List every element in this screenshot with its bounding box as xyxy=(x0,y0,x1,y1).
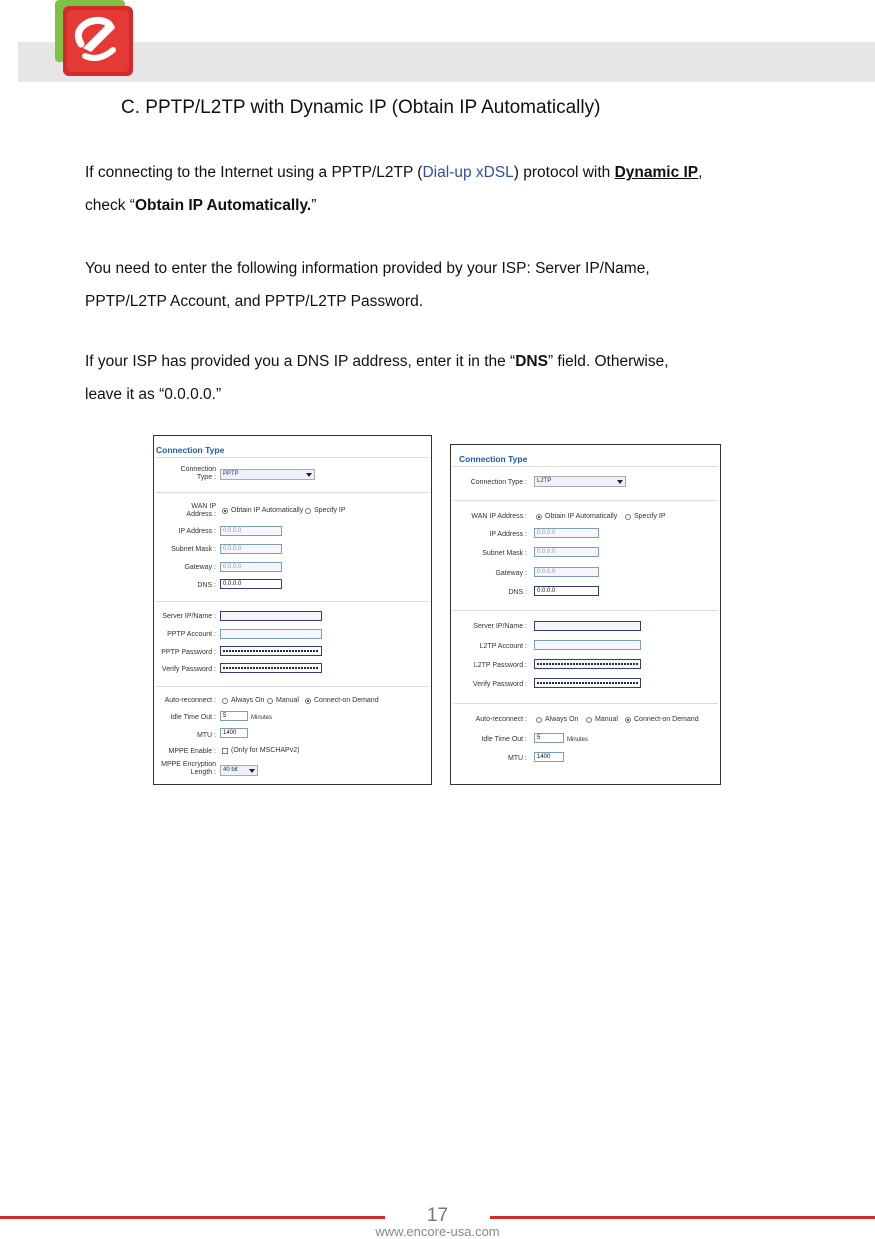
paragraph-isp-info: You need to enter the following information provided by your ISP: Server IP/Name, PPTP/L2TP Account, and PPTP/L2TP Password. xyxy=(85,260,650,310)
mtu-label: MTU : xyxy=(507,755,527,762)
specify-ip-radio[interactable]: Specify IP xyxy=(625,513,666,520)
idle-timeout-input[interactable]: 5 xyxy=(534,733,564,743)
ip-address-label: IP Address : xyxy=(178,528,216,535)
paragraph-dns: If your ISP has provided you a DNS IP address, enter it in the “DNS” field. Otherwise, leave it as “0.0.0.0.” xyxy=(85,353,669,403)
mppe-enable-label: MPPE Enable : xyxy=(168,748,216,755)
idle-timeout-unit: Minutes xyxy=(251,715,273,721)
pptp-account-label: PPTP Account : xyxy=(167,631,216,638)
mtu-input[interactable]: 1400 xyxy=(534,752,564,762)
server-ip-label: Server IP/Name : xyxy=(162,613,216,620)
subnet-mask-input[interactable]: 0.0.0.0 xyxy=(534,547,599,557)
subnet-mask-label: Subnet Mask : xyxy=(482,550,527,557)
connection-type-label: Connection Type : xyxy=(470,479,527,486)
connection-type-label: Connection Type : xyxy=(180,466,216,481)
idle-timeout-label: Idle Time Out : xyxy=(481,736,527,743)
gateway-label: Gateway : xyxy=(495,570,527,577)
dynamic-ip-term: Dynamic IP xyxy=(614,164,699,181)
verify-password-label: Verify Password : xyxy=(472,681,527,688)
connect-on-demand-radio[interactable]: Connect-on Demand xyxy=(625,716,699,723)
paragraph-dynamic-ip: If connecting to the Internet using a PPTP/L2TP (Dial-up xDSL) protocol with Dynamic IP, check “Obtain IP Automatically.” xyxy=(85,164,703,214)
subnet-mask-input[interactable]: 0.0.0.0 xyxy=(220,544,282,554)
pptp-password-label: PPTP Password : xyxy=(161,649,216,656)
dns-label: DNS : xyxy=(508,589,527,596)
encore-logo xyxy=(55,0,133,78)
idle-timeout-label: Idle Time Out : xyxy=(170,714,216,721)
l2tp-connection-panel xyxy=(450,444,721,785)
mtu-input[interactable]: 1400 xyxy=(220,728,248,738)
verify-password-label: Verify Password : xyxy=(161,666,216,673)
always-on-radio[interactable]: Always On xyxy=(222,697,264,704)
dns-input[interactable]: 0.0.0.0 xyxy=(534,586,599,596)
server-ip-input[interactable] xyxy=(220,611,322,621)
header-band xyxy=(18,42,875,82)
idle-timeout-input[interactable]: 5 xyxy=(220,711,248,721)
ip-address-label: IP Address : xyxy=(489,531,527,538)
verify-password-input[interactable] xyxy=(534,678,641,688)
gateway-input[interactable]: 0.0.0.0 xyxy=(534,567,599,577)
mppe-enable-checkbox[interactable]: (Only for MSCHAPv2) xyxy=(222,747,299,754)
connection-type-select[interactable]: PPTP xyxy=(220,469,315,480)
ip-address-input[interactable]: 0.0.0.0 xyxy=(534,528,599,538)
wan-ip-label: WAN IP Address : xyxy=(186,503,216,518)
l2tp-password-label: L2TP Password : xyxy=(473,662,527,669)
l2tp-account-label: L2TP Account : xyxy=(479,643,527,650)
auto-reconnect-label: Auto-reconnect : xyxy=(475,716,527,723)
chevron-down-icon xyxy=(249,769,255,773)
page-number: 17 xyxy=(426,1205,449,1226)
obtain-ip-auto-radio[interactable]: Obtain IP Automatically xyxy=(536,513,617,520)
mppe-encryption-label: MPPE Encryption Length : xyxy=(161,761,216,776)
chevron-down-icon xyxy=(617,480,623,484)
panel-title: Connection Type xyxy=(459,454,528,464)
verify-password-input[interactable] xyxy=(220,663,322,673)
specify-ip-radio[interactable]: Specify IP xyxy=(305,507,346,514)
server-ip-label: Server IP/Name : xyxy=(473,623,527,630)
website-url[interactable]: www.encore-usa.com xyxy=(375,1224,500,1239)
mtu-label: MTU : xyxy=(196,732,216,739)
manual-radio[interactable]: Manual xyxy=(267,697,299,704)
dns-input[interactable]: 0.0.0.0 xyxy=(220,579,282,589)
subnet-mask-label: Subnet Mask : xyxy=(171,546,216,553)
auto-reconnect-label: Auto-reconnect : xyxy=(164,697,216,704)
pptp-connection-panel xyxy=(153,435,432,785)
panel-title: Connection Type xyxy=(156,445,225,455)
section-title: C. PPTP/L2TP with Dynamic IP (Obtain IP Automatically) xyxy=(121,97,601,118)
connect-on-demand-radio[interactable]: Connect-on Demand xyxy=(305,697,379,704)
wan-ip-label: WAN IP Address : xyxy=(471,513,527,520)
gateway-label: Gateway : xyxy=(184,564,216,571)
always-on-radio[interactable]: Always On xyxy=(536,716,578,723)
obtain-ip-auto-radio[interactable]: Obtain IP Automatically xyxy=(222,507,303,514)
l2tp-account-input[interactable] xyxy=(534,640,641,650)
dns-label: DNS : xyxy=(197,582,216,589)
idle-timeout-unit: Minutes xyxy=(567,737,589,743)
pptp-account-input[interactable] xyxy=(220,629,322,639)
mppe-encryption-select[interactable]: 40 bit xyxy=(220,765,258,776)
server-ip-input[interactable] xyxy=(534,621,641,631)
dial-up-xdsl-link[interactable]: Dial-up xDSL xyxy=(422,164,514,181)
pptp-password-input[interactable] xyxy=(220,646,322,656)
connection-type-select[interactable]: L2TP xyxy=(534,476,626,487)
manual-radio[interactable]: Manual xyxy=(586,716,618,723)
l2tp-password-input[interactable] xyxy=(534,659,641,669)
ip-address-input[interactable]: 0.0.0.0 xyxy=(220,526,282,536)
gateway-input[interactable]: 0.0.0.0 xyxy=(220,562,282,572)
chevron-down-icon xyxy=(306,473,312,477)
